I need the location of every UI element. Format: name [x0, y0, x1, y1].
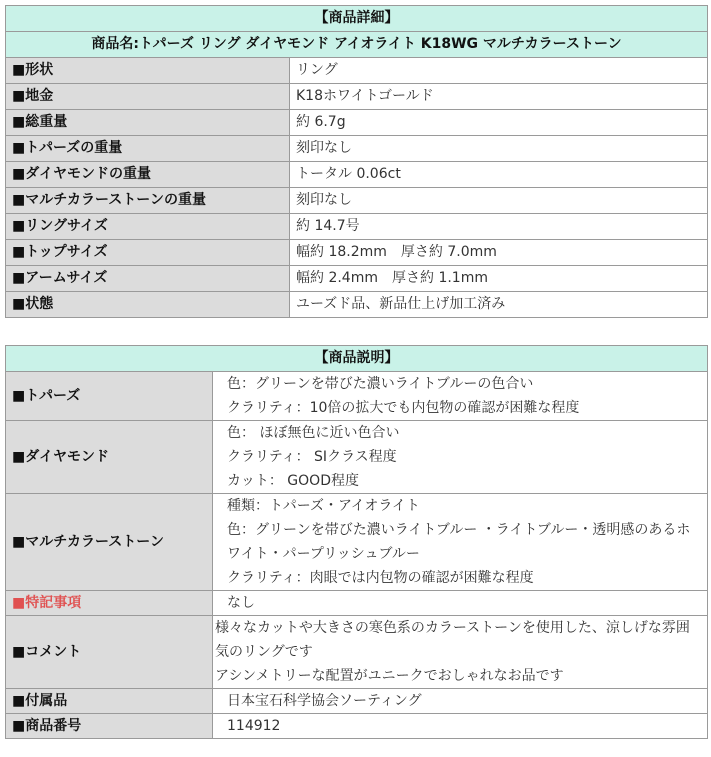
row-value: 幅約 18.2mm 厚さ約 7.0mm [290, 240, 708, 266]
product-name: 商品名:トパーズ リング ダイヤモンド アイオライト K18WG マルチカラーストーン [6, 32, 708, 58]
desc-row-diamond [6, 421, 708, 494]
detail-row-metal [6, 84, 708, 110]
detail-row-topaz-weight [6, 136, 708, 162]
detail-row-shape [6, 58, 708, 84]
row-label: ■形状 [6, 58, 290, 84]
comment-line-2: アシンメトリーな配置がユニークでおしゃれなお品です [215, 668, 564, 684]
comment-line-1: 様々なカットや大きさの寒色系のカラーストーンを使用した、涼しげな雰囲気のリングです [215, 620, 690, 660]
accessories-value: 日本宝石科学協会ソーティング [227, 693, 422, 709]
row-label: ■商品番号 [6, 714, 213, 739]
row-value [213, 421, 708, 494]
row-label: ■総重量 [6, 110, 290, 136]
row-value: 約 14.7号 [290, 214, 708, 240]
detail-row-condition [6, 292, 708, 318]
row-label: ■付属品 [6, 689, 213, 714]
row-label: ■ダイヤモンド [6, 421, 213, 494]
row-value: 約 6.7g [290, 110, 708, 136]
detail-row-top-size [6, 240, 708, 266]
item-number-value: 114912 [227, 718, 281, 734]
multicolor-type: 種類：トパーズ・アイオライト [227, 498, 420, 514]
row-label: ■トップサイズ [6, 240, 290, 266]
details-header: 【商品詳細】 [6, 6, 708, 32]
desc-row-topaz [6, 372, 708, 421]
row-label: ■アームサイズ [6, 266, 290, 292]
detail-row-multicolor-weight [6, 188, 708, 214]
row-label: ■リングサイズ [6, 214, 290, 240]
row-value [213, 689, 708, 714]
row-label: ■マルチカラーストーン [6, 494, 213, 591]
row-label: ■トパーズ [6, 372, 213, 421]
row-label: ■特記事項 [6, 591, 213, 616]
row-value [213, 372, 708, 421]
description-header: 【商品説明】 [6, 346, 708, 372]
product-details-table [5, 5, 708, 318]
multicolor-clarity: クラリティ：肉眼では内包物の確認が困難な程度 [227, 570, 534, 586]
detail-row-arm-size [6, 266, 708, 292]
detail-row-ring-size [6, 214, 708, 240]
desc-row-comment [6, 616, 708, 689]
row-label: ■地金 [6, 84, 290, 110]
row-value: トータル 0.06ct [290, 162, 708, 188]
row-label: ■ダイヤモンドの重量 [6, 162, 290, 188]
row-value: 幅約 2.4mm 厚さ約 1.1mm [290, 266, 708, 292]
diamond-color: 色： ほぼ無色に近い色合い [227, 425, 400, 441]
row-value: K18ホワイトゴールド [290, 84, 708, 110]
topaz-color: 色：グリーンを帯びた濃いライトブルーの色合い [227, 376, 534, 392]
product-description-table [5, 345, 708, 739]
detail-row-diamond-weight [6, 162, 708, 188]
row-value [213, 714, 708, 739]
multicolor-color: 色：グリーンを帯びた濃いライトブルー ・ライトブルー・透明感のあるホワイト・パープリッシュブルー [227, 522, 691, 562]
detail-row-total-weight [6, 110, 708, 136]
diamond-clarity: クラリティ： SIクラス程度 [227, 449, 397, 465]
desc-row-multicolor [6, 494, 708, 591]
row-value [213, 591, 708, 616]
row-label: ■状態 [6, 292, 290, 318]
row-value: 刻印なし [290, 136, 708, 162]
row-value: ユーズド品、新品仕上げ加工済み [290, 292, 708, 318]
row-value: 刻印なし [290, 188, 708, 214]
desc-row-accessories [6, 689, 708, 714]
row-value [213, 494, 708, 591]
row-value [213, 616, 708, 689]
topaz-clarity: クラリティ：10倍の拡大でも内包物の確認が困難な程度 [227, 400, 580, 416]
row-label: ■マルチカラーストーンの重量 [6, 188, 290, 214]
desc-row-special-notes [6, 591, 708, 616]
row-label: ■トパーズの重量 [6, 136, 290, 162]
diamond-cut: カット： GOOD程度 [227, 473, 359, 489]
row-value: リング [290, 58, 708, 84]
special-value: なし [227, 595, 255, 611]
desc-row-item-number [6, 714, 708, 739]
row-label: ■コメント [6, 616, 213, 689]
